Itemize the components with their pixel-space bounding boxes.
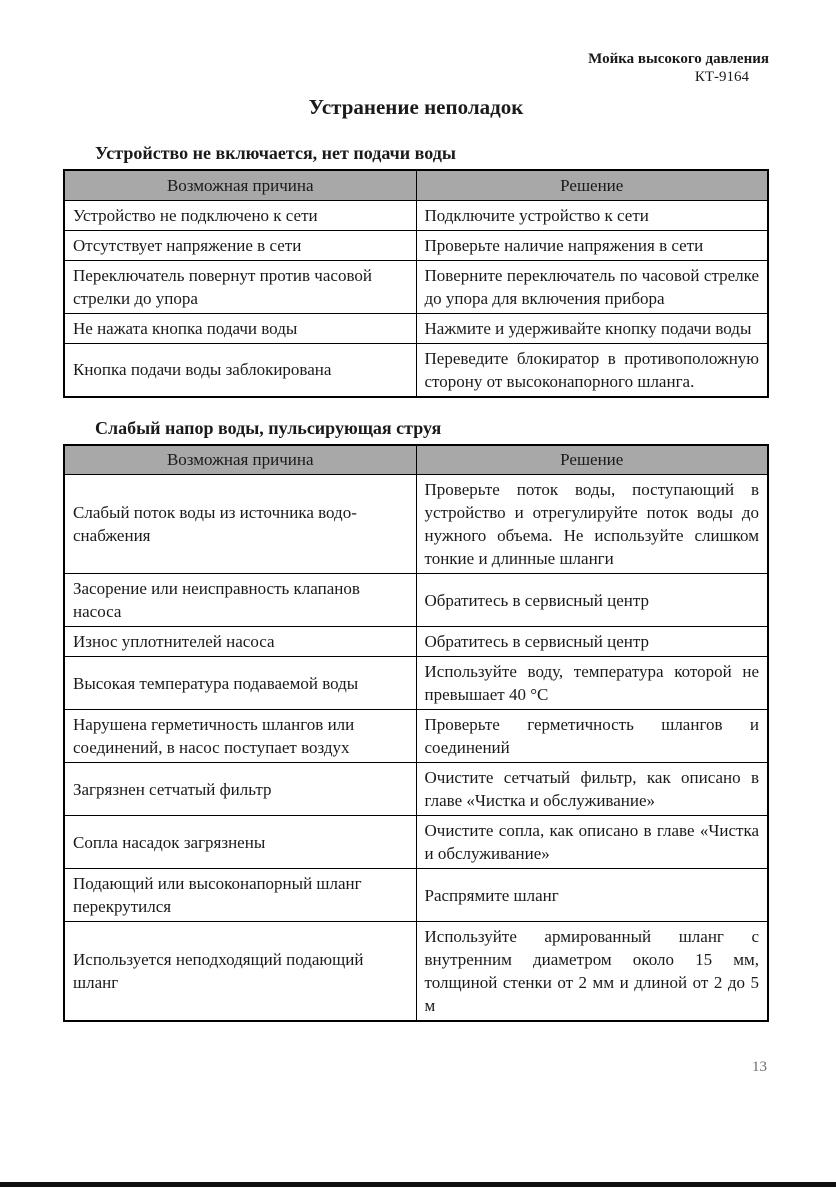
section-heading-weak-pressure: Слабый напор воды, пульсирующая струя: [95, 417, 442, 438]
solution-cell: Очистите сопла, как описано в главе «Чистка и обслуживание»: [416, 816, 768, 869]
cause-cell: Кнопка подачи воды заблокирована: [64, 343, 416, 397]
cause-cell: Используется неподходящий подающий шланг: [64, 922, 416, 1022]
cause-cell: Слабый поток воды из источника водоснабжения: [64, 475, 416, 574]
cause-cell: Износ уплотнителей насоса: [64, 627, 416, 657]
column-header-cause: Возможная причина: [64, 445, 416, 475]
column-header-cause: Возможная причина: [64, 170, 416, 200]
document-header: [63, 0, 769, 86]
table-row: [64, 816, 768, 869]
product-name: Мойка высокого давления: [588, 51, 769, 67]
model-number: КТ-9164: [694, 69, 749, 85]
table-row: [64, 869, 768, 922]
solution-cell: Обратитесь в сервисный центр: [416, 627, 768, 657]
cause-cell: Загрязнен сетчатый фильтр: [64, 763, 416, 816]
cause-cell: Подающий или высоконапорный шланг перекрутился: [64, 869, 416, 922]
cause-cell: Высокая температура подаваемой воды: [64, 657, 416, 710]
table-row: [64, 343, 768, 397]
table-row: [64, 710, 768, 763]
table-header-row: [64, 445, 768, 475]
table-row: [64, 200, 768, 230]
cause-cell: Устройство не подключено к сети: [64, 200, 416, 230]
solution-cell: Поверните переключатель по часовой стрелке до упора для включения прибора: [416, 260, 768, 313]
troubleshooting-table-1: [63, 169, 769, 398]
solution-cell: Переведите блокиратор в противоположную сторону от высоконапорного шланга.: [416, 343, 768, 397]
table-row: [64, 313, 768, 343]
scan-edge-artifact: [0, 1182, 836, 1187]
table-row: [64, 574, 768, 627]
cause-cell: Переключатель повернут против часовой стрелки до упора: [64, 260, 416, 313]
solution-cell: Нажмите и удерживайте кнопку подачи воды: [416, 313, 768, 343]
solution-cell: Проверьте герметичность шлангов и соединений: [416, 710, 768, 763]
solution-cell: Используйте воду, температура которой не превышает 40 °C: [416, 657, 768, 710]
table-row: [64, 230, 768, 260]
cause-cell: Не нажата кнопка подачи воды: [64, 313, 416, 343]
table-row: [64, 475, 768, 574]
table-row: [64, 763, 768, 816]
page-number: 13: [752, 1059, 767, 1075]
table-row: [64, 922, 768, 1022]
section-heading-device-not-starting: Устройство не включается, нет подачи воды: [95, 143, 456, 163]
cause-cell: Отсутствует напряжение в сети: [64, 230, 416, 260]
solution-cell: Очистите сетчатый фильтр, как описано в главе «Чистка и обслуживание»: [416, 763, 768, 816]
cause-cell: Засорение или неисправность клапанов насоса: [64, 574, 416, 627]
solution-cell: Проверьте наличие напряжения в сети: [416, 230, 768, 260]
table-row: [64, 260, 768, 313]
table-row: [64, 657, 768, 710]
solution-cell: Проверьте поток воды, поступающий в устройство и отрегулируйте поток воды до нужного объема. Не используйте слишком тонкие и длинные шланги: [416, 475, 768, 574]
cause-cell: Нарушена герметичность шлангов или соединений, в насос поступает воздух: [64, 710, 416, 763]
solution-cell: Используйте армированный шланг с внутренним диаметром около 15 мм, толщиной стенки от 2 мм и длиной от 2 до 5 м: [416, 922, 768, 1022]
solution-cell: Обратитесь в сервисный центр: [416, 574, 768, 627]
cause-cell: Сопла насадок загрязнены: [64, 816, 416, 869]
column-header-solution: Решение: [416, 170, 768, 200]
page-title: Устранение неполадок: [308, 95, 524, 119]
table-header-row: [64, 170, 768, 200]
table-row: [64, 627, 768, 657]
solution-cell: Распрямите шланг: [416, 869, 768, 922]
column-header-solution: Решение: [416, 445, 768, 475]
manual-page: [63, 0, 769, 1076]
solution-cell: Подключите устройство к сети: [416, 200, 768, 230]
troubleshooting-table-2: [63, 444, 769, 1023]
